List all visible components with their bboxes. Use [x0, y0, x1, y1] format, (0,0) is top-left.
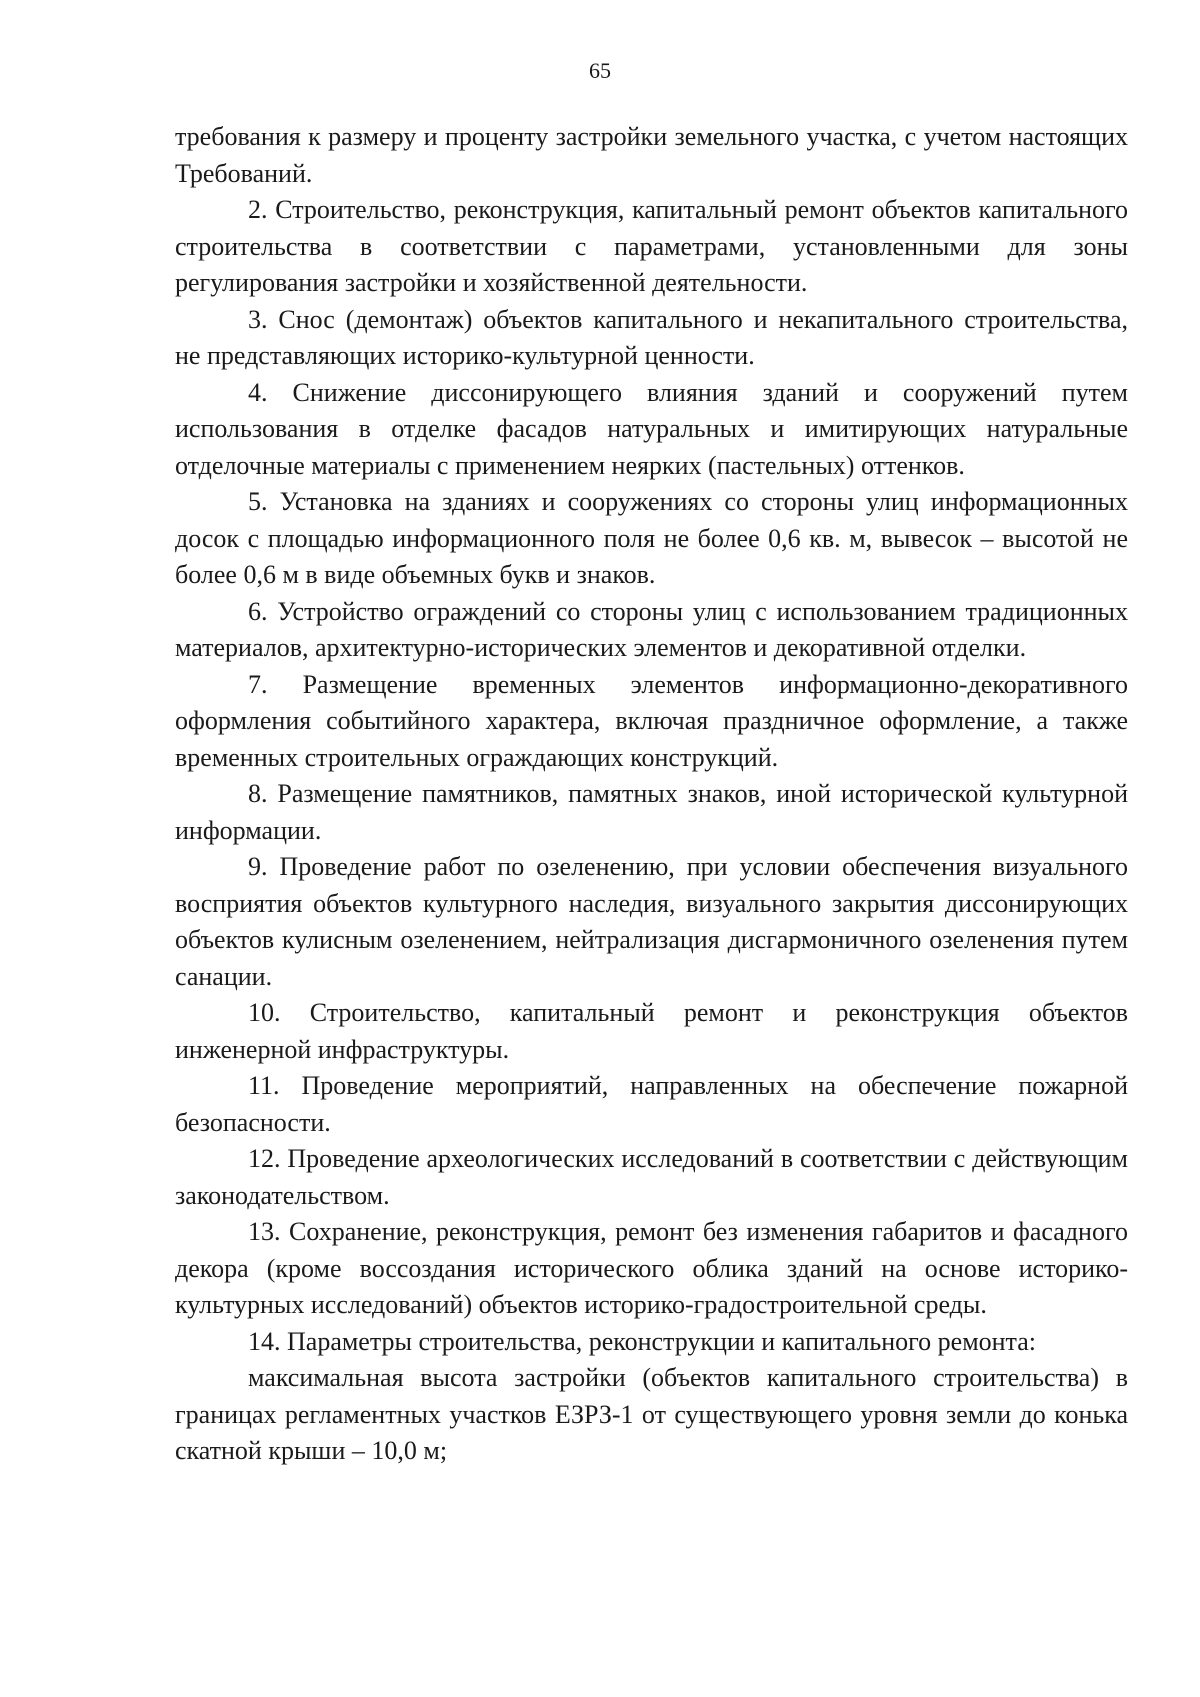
page-number: 65	[589, 58, 611, 83]
paragraph-item-9: 9. Проведение работ по озеленению, при условии обеспечения визуального восприятия объектов культурного наследия, визуального закрытия диссонирующих объектов кулисным озеленением, нейтрализация дисгармоничного озеленения путем санации.	[175, 852, 1128, 991]
paragraph-item-3: 3. Снос (демонтаж) объектов капитального и некапитального строительства, не представляющих историко-культурной ценности.	[175, 304, 1128, 370]
paragraph-item-11: 11. Проведение мероприятий, направленных на обеспечение пожарной безопасности.	[175, 1071, 1128, 1137]
paragraph-item-5: 5. Установка на зданиях и сооружениях со стороны улиц информационных досок с площадью информационного поля не более 0,6 кв. м, вывесок – высотой не более 0,6 м в виде объемных букв и знаков.	[175, 487, 1128, 589]
paragraph-item-2: 2. Строительство, реконструкция, капитальный ремонт объектов капитального строительства в соответствии с параметрами, установленными для зоны регулирования застройки и хозяйственной деятельности.	[175, 195, 1128, 297]
paragraph-item-14: 14. Параметры строительства, реконструкции и капитального ремонта:	[248, 1326, 1036, 1356]
paragraph-item-10: 10. Строительство, капитальный ремонт и реконструкция объектов инженерной инфраструктуры.	[175, 998, 1128, 1064]
paragraph-item-6: 6. Устройство ограждений со стороны улиц с использованием традиционных материалов, архитектурно-исторических элементов и декоративной отделки.	[175, 596, 1128, 662]
paragraph-item-12: 12. Проведение археологических исследований в соответствии с действующим законодательством.	[175, 1144, 1128, 1210]
paragraph-item-7: 7. Размещение временных элементов информационно-декоративного оформления событийного характера, включая праздничное оформление, а также временных строительных ограждающих конструкций.	[175, 669, 1128, 772]
document-body	[175, 119, 1128, 1470]
paragraph-continuation: требования к размеру и проценту застройки земельного участка, с учетом настоящих Требований.	[175, 122, 1128, 188]
paragraph-item-4: 4. Снижение диссонирующего влияния зданий и сооружений путем использования в отделке фасадов натуральных и имитирующих натуральные отделочные материалы с применением неярких (пастельных) оттенков.	[175, 377, 1128, 480]
paragraph-item-8: 8. Размещение памятников, памятных знаков, иной исторической культурной информации.	[175, 779, 1128, 845]
paragraph-max-height: максимальная высота застройки (объектов капитального строительства) в границах регламентных участков ЕЗРЗ-1 от существующего уровня земли до конька скатной крыши – 10,0 м;	[175, 1363, 1128, 1465]
paragraph-item-13: 13. Сохранение, реконструкция, ремонт без изменения габаритов и фасадного декора (кроме воссоздания исторического облика зданий на основе историко-культурных исследований) объектов историко-градостроительной среды.	[175, 1217, 1128, 1319]
